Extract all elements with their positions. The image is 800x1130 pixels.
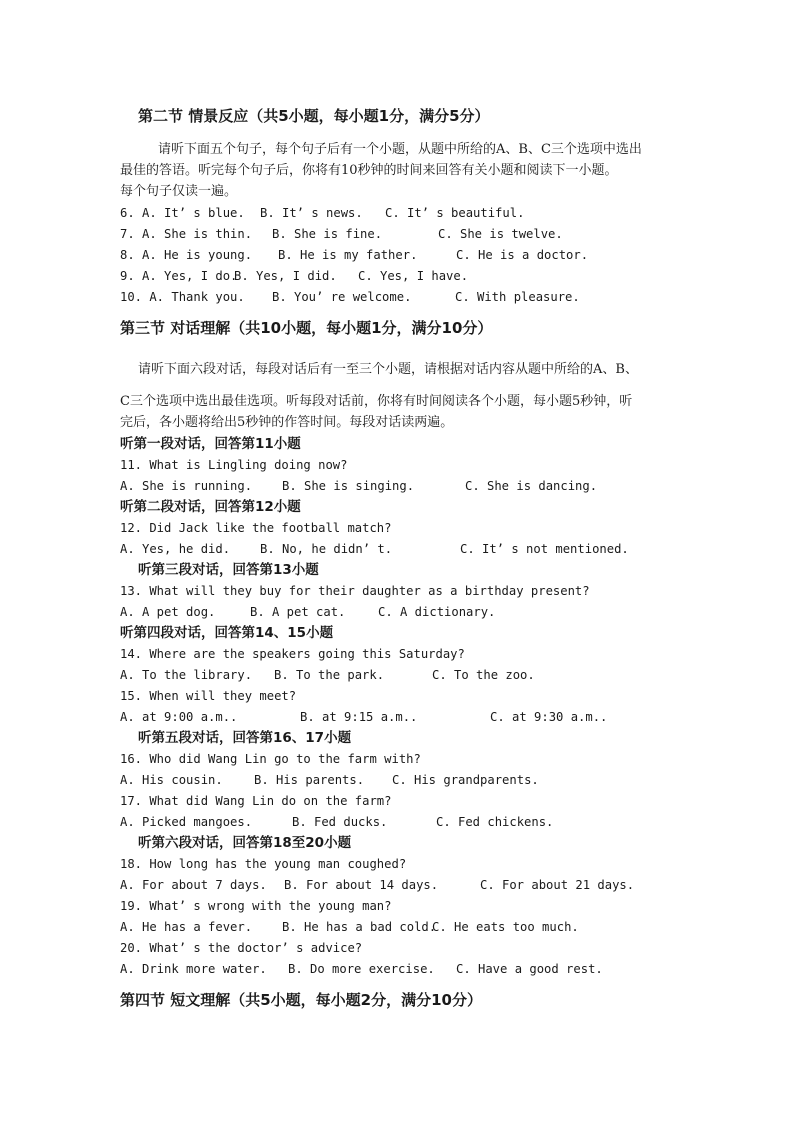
dialogue-5-heading: 听第五段对话，回答第16、17小题 [138,730,352,746]
question-15: 15. When will they meet? [120,689,297,703]
q16-option-b: B. His parents. [254,773,365,787]
q10-option-c: C. With pleasure. [455,290,580,304]
q11-option-c: C. She is dancing. [465,479,598,493]
q18-option-c: C. For about 21 days. [480,878,635,892]
q13-option-a: A. A pet dog. [120,605,216,619]
dialogue-3-heading: 听第三段对话，回答第13小题 [138,562,319,578]
q9-option-a: 9. A. Yes, I do. [120,269,238,283]
q11-option-b: B. She is singing. [282,479,415,493]
q7-option-a: 7. A. She is thin. [120,227,253,241]
q19-option-a: A. He has a fever. [120,920,253,934]
q18-option-b: B. For about 14 days. [284,878,439,892]
q17-option-a: A. Picked mangoes. [120,815,253,829]
dialogue-2-heading: 听第二段对话，回答第12小题 [120,499,301,515]
q10-option-b: B. You’ re welcome. [272,290,412,304]
question-13: 13. What will they buy for their daughter as a birthday present? [120,584,590,598]
section2-instruction-2: 最佳的答语。听完每个句子后，你将有10秒钟的时间来回答有关小题和阅读下一小题。 [120,163,618,178]
q20-option-c: C. Have a good rest. [456,962,603,976]
dialogue-6-heading: 听第六段对话，回答第18至20小题 [138,835,352,851]
q19-option-b: B. He has a bad cold. [282,920,437,934]
question-12: 12. Did Jack like the football match? [120,521,392,535]
section2-instruction-3: 每个句子仅读一遍。 [120,184,238,199]
q9-option-b: B. Yes, I did. [234,269,337,283]
q7-option-b: B. She is fine. [272,227,383,241]
q13-option-c: C. A dictionary. [378,605,496,619]
question-11: 11. What is Lingling doing now? [120,458,348,472]
section2-title: 第二节 情景反应（共5小题，每小题1分，满分5分） [138,107,490,125]
section3-instruction-1: 请听下面六段对话，每段对话后有一至三个小题，请根据对话内容从题中所给的A、B、 [138,362,638,377]
question-16: 16. Who did Wang Lin go to the farm with? [120,752,421,766]
q6-option-c: C. It’ s beautiful. [385,206,525,220]
question-14: 14. Where are the speakers going this Saturday? [120,647,465,661]
dialogue-4-heading: 听第四段对话，回答第14、15小题 [120,625,334,641]
q11-option-a: A. She is running. [120,479,253,493]
q8-option-b: B. He is my father. [278,248,418,262]
q17-option-b: B. Fed ducks. [292,815,388,829]
dialogue-1-heading: 听第一段对话，回答第11小题 [120,436,301,452]
section4-title: 第四节 短文理解（共5小题，每小题2分，满分10分） [120,991,482,1009]
section3-instruction-3: 完后，各小题将给出5秒钟的作答时间。每段对话读两遍。 [120,415,454,430]
question-17: 17. What did Wang Lin do on the farm? [120,794,392,808]
q8-option-a: 8. A. He is young. [120,248,253,262]
q7-option-c: C. She is twelve. [438,227,563,241]
q16-option-c: C. His grandparents. [392,773,539,787]
question-19: 19. What’ s wrong with the young man? [120,899,392,913]
q15-option-c: C. at 9:30 a.m.. [490,710,608,724]
q9-option-c: C. Yes, I have. [358,269,469,283]
q10-option-a: 10. A. Thank you. [120,290,245,304]
question-20: 20. What’ s the doctor’ s advice? [120,941,363,955]
section3-instruction-2: C三个选项中选出最佳选项。听每段对话前，你将有时间阅读各个小题，每小题5秒钟，听 [120,394,633,409]
q12-option-b: B. No, he didn’ t. [260,542,393,556]
q13-option-b: B. A pet cat. [250,605,346,619]
q20-option-b: B. Do more exercise. [288,962,435,976]
q15-option-a: A. at 9:00 a.m.. [120,710,238,724]
section3-title: 第三节 对话理解（共10小题，每小题1分，满分10分） [120,319,493,337]
question-18: 18. How long has the young man coughed? [120,857,407,871]
q18-option-a: A. For about 7 days. [120,878,267,892]
q12-option-c: C. It’ s not mentioned. [460,542,629,556]
q14-option-a: A. To the library. [120,668,253,682]
q17-option-c: C. Fed chickens. [436,815,554,829]
section2-instruction-1: 请听下面五个句子，每个句子后有一个小题，从题中所给的A、B、C三个选项中选出 [158,142,642,157]
q16-option-a: A. His cousin. [120,773,223,787]
q14-option-c: C. To the zoo. [432,668,535,682]
q15-option-b: B. at 9:15 a.m.. [300,710,418,724]
q12-option-a: A. Yes, he did. [120,542,231,556]
q6-option-b: B. It’ s news. [260,206,363,220]
q19-option-c: C. He eats too much. [432,920,579,934]
q14-option-b: B. To the park. [274,668,385,682]
q6-option-a: 6. A. It’ s blue. [120,206,245,220]
q20-option-a: A. Drink more water. [120,962,267,976]
q8-option-c: C. He is a doctor. [456,248,589,262]
